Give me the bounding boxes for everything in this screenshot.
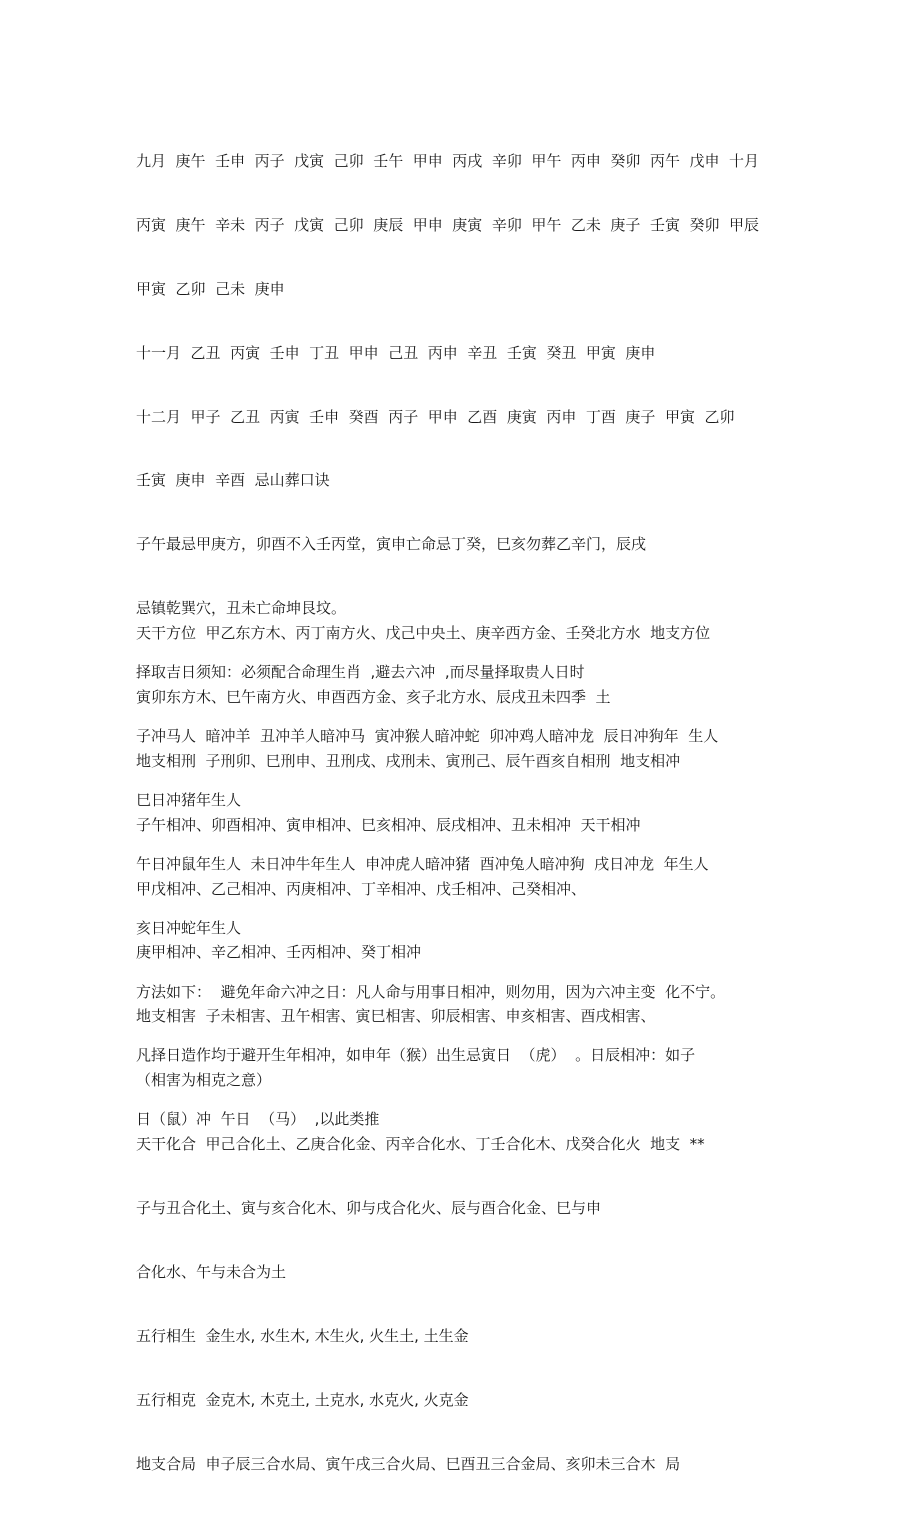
text-line: 合化水、午与未合为土 [136, 1262, 287, 1281]
text-line: 子午相冲、卯酉相冲、寅申相冲、巳亥相冲、辰戌相冲、丑未相冲 天干相冲 [136, 815, 641, 834]
text-line: 天干化合 甲己合化土、乙庚合化金、丙辛合化水、丁壬合化木、戊癸合化火 地支 ** [136, 1135, 705, 1154]
text-line: 凡择日造作均于避开生年相冲，如申年（猴）出生忌寅日 （虎） 。日辰相冲：如子 [136, 1046, 696, 1065]
text-line: 五行相克 金克木, 木克土, 土克水, 水克火, 火克金 [136, 1390, 469, 1409]
text-line: 甲寅 乙卯 己未 庚申 [136, 279, 285, 298]
text-block-relations [136, 584, 796, 1514]
text-line: 择取吉日须知：必须配合命理生肖 ,避去六冲 ,而尽量择取贵人日时 [136, 663, 585, 682]
text-line: 午日冲鼠年生人 未日冲牛年生人 申冲虎人暗冲猪 酉冲兔人暗冲狗 戌日冲龙 年生人 [136, 854, 709, 873]
text-line: 十二月 甲子 乙丑 丙寅 壬申 癸酉 丙子 甲申 乙酉 庚寅 丙申 丁酉 庚子 甲寅 乙卯 [136, 407, 735, 426]
text-line: 寅卯东方木、巳午南方火、申酉西方金、亥子北方水、辰戌丑未四季 土 [136, 687, 611, 706]
text-line: 壬寅 庚申 辛酉 忌山葬口诀 [136, 471, 330, 490]
text-line: 地支相刑 子刑卯、巳刑申、丑刑戌、戌刑未、寅刑己、辰午酉亥自相刑 地支相冲 [136, 751, 681, 770]
text-line: 地支相害 子未相害、丑午相害、寅巳相害、卯辰相害、申亥相害、酉戌相害、 [136, 1007, 656, 1026]
text-line: 巳日冲猪年生人 [136, 790, 242, 809]
text-line: 方法如下： 避免年命六冲之日：凡人命与用事日相冲，则勿用，因为六冲主变 化不宁。 [136, 982, 726, 1001]
text-line: 子与丑合化土、寅与亥合化木、卯与戌合化火、辰与酉合化金、巳与申 [136, 1199, 602, 1218]
text-line: （相害为相克之意） [136, 1071, 272, 1090]
text-line: 日（鼠）冲 午日 （马） ,以此类推 [136, 1110, 380, 1129]
text-line: 五行相生 金生水, 水生木, 木生火, 火生土, 土生金 [136, 1326, 469, 1345]
text-line: 天干方位 甲乙东方木、丙丁南方火、戊己中央土、庚辛西方金、壬癸北方水 地支方位 [136, 624, 711, 642]
text-line: 十一月 乙丑 丙寅 壬申 丁丑 甲申 己丑 丙申 辛丑 壬寅 癸丑 甲寅 庚申 [136, 343, 656, 362]
text-line: 庚甲相冲、辛乙相冲、壬丙相冲、癸丁相冲 [136, 943, 422, 962]
text-line: 九月 庚午 壬申 丙子 戊寅 己卯 壬午 甲申 丙戌 辛卯 甲午 丙申 癸卯 丙午 戊申 十月 [136, 152, 760, 170]
text-line: 子午最忌甲庚方，卯酉不入壬丙堂，寅申亡命忌丁癸，巳亥勿葬乙辛门，辰戌 [136, 535, 647, 554]
text-line: 地支合局 申子辰三合水局、寅午戌三合火局、巳酉丑三合金局、亥卯未三合木 局 [136, 1454, 681, 1473]
text-line: 子冲马人 暗冲羊 丑冲羊人暗冲马 寅冲猴人暗冲蛇 卯冲鸡人暗冲龙 辰日冲狗年 生人 [136, 727, 719, 746]
text-line: 甲戊相冲、乙己相冲、丙庚相冲、丁辛相冲、戊壬相冲、己癸相冲、 [136, 879, 587, 898]
text-line: 忌镇乾巽穴，丑未亡命坤艮坟。 [136, 599, 347, 618]
text-line: 亥日冲蛇年生人 [136, 918, 242, 937]
text-line: 丙寅 庚午 辛未 丙子 戊寅 己卯 庚辰 甲申 庚寅 辛卯 甲午 乙未 庚子 壬寅 癸卯 甲辰 [136, 215, 760, 234]
